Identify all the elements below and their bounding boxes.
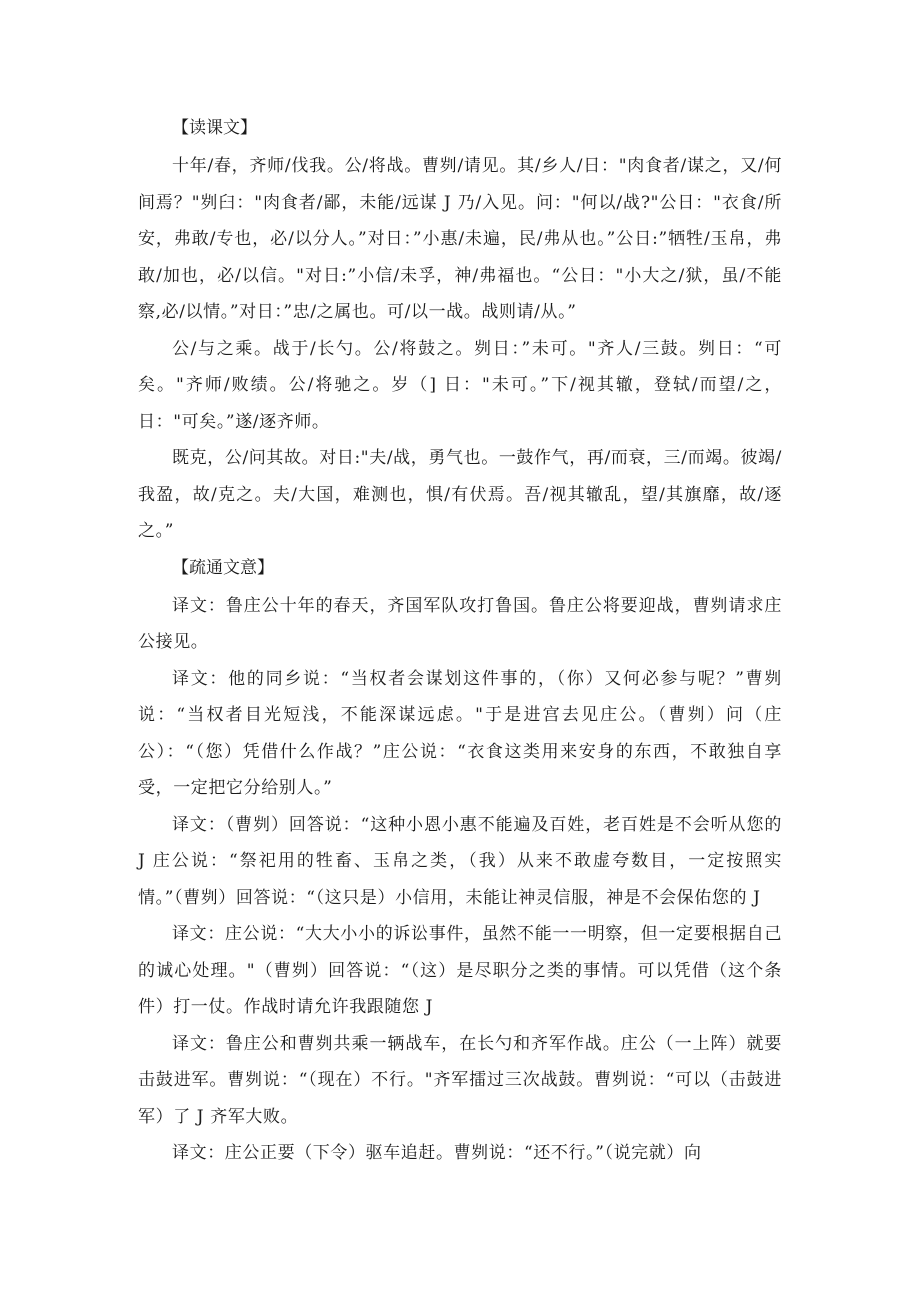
translation-paragraph-3: 译文：（曹刿）回答说：“这种小恩小惠不能遍及百姓，老百姓是不会听从您的 J 庄公说：“祭祀用的牲畜、玉帛之类，（我）从来不敢虚夸数目，一定按照实情。”（曹刿）回答说：“（这只是）小信用，未能让神灵信服，神是不会保佑您的 J xyxy=(138,814,782,908)
read-paragraph-1: 十年/春，齐师/伐我。公/将战。曹刿/请见。其/乡人/日："肉食者/谋之，又/何间焉？"刿臼："肉食者/鄙，未能/远谋 J 乃/入见。问："何以/战?"公日："衣食/所安，弗敢/专也，必/以分人。”对日：”小惠/未遍，民/弗从也。”公日:”牺牲/玉帛，弗敢/加也，必/以信。"对日:”小信/未孚，神/弗福也。“公日："小大之/狱，虽/不能察,必/以情。”对日：”忠/之属也。可/以一战。战则请/从。” xyxy=(138,156,782,322)
read-text-heading: 【读课文】 xyxy=(172,118,257,138)
translation-paragraph-4: 译文：庄公说：“大大小小的诉讼事件，虽然不能一一明察，但一定要根据自己的诚心处理。"（曹刿）回答说：“（这）是尽职分之类的事情。可以凭借（这个条件）打一仗。作战时请允许我跟随您 J xyxy=(138,924,782,1017)
translation-heading: 【疏通文意】 xyxy=(172,557,274,578)
read-paragraph-3: 既克，公/问其故。对日:"夫/战，勇气也。一鼓作气，再/而衰，三/而竭。彼竭/我盈，故/克之。夫/大国，难测也，惧/有伏焉。吾/视其辙乱，望/其旗靡，故/逐之。” xyxy=(138,448,782,541)
translation-paragraph-1: 译文：鲁庄公十年的春天，齐国军队攻打鲁国。鲁庄公将要迎战，曹刿请求庄公接见。 xyxy=(138,595,782,652)
read-paragraph-2: 公/与之乘。战于/长勺。公/将鼓之。刿日：”未可。"齐人/三鼓。刿日：“可矣。"齐师/败绩。公/将驰之。岁（] 日："未可。”下/视其辙，登轼/而望/之，日："可矣。”遂/逐齐师。 xyxy=(138,338,782,432)
translation-paragraph-6: 译文：庄公正要（下令）驱车追赶。曹刿说：“还不行。”（说完就）向 xyxy=(172,1143,702,1163)
translation-paragraph-5: 译文：鲁庄公和曹刿共乘一辆战车，在长勺和齐军作战。庄公（一上阵）就要击鼓进军。曹刿说：“（现在）不行。"齐军擂过三次战鼓。曹刿说：“可以（击鼓进军）了 J 齐军大败。 xyxy=(138,1033,782,1127)
translation-paragraph-2: 译文：他的同乡说：“当权者会谋划这件事的，（你）又何必参与呢？”曹刿说：“当权者目光短浅，不能深谋远虑。"于是进宫去见庄公。（曹刿）问（庄公）：“（您）凭借什么作战？”庄公说：“衣食这类用来安身的东西，不敢独自享受，一定把它分给别人。” xyxy=(138,668,782,798)
